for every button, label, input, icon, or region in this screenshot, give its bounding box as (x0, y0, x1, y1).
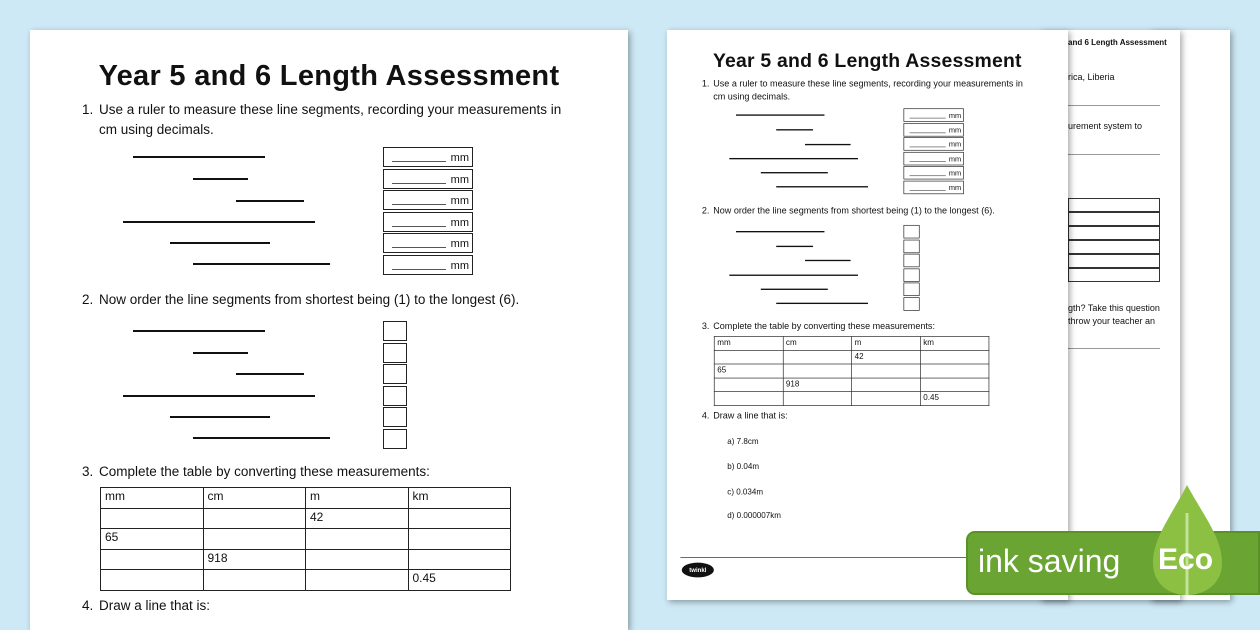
header-cell: mm (714, 337, 783, 351)
conversion-table (100, 487, 511, 591)
question-2 (82, 290, 582, 310)
draw-item: c) 0.034m (727, 486, 764, 497)
table-cell[interactable] (101, 549, 204, 570)
unit-label: mm (450, 259, 469, 272)
mm-answer-box[interactable] (904, 123, 964, 136)
table-cell[interactable]: 918 (203, 549, 306, 570)
worksheet (667, 30, 1068, 600)
question-number: 1. (82, 102, 94, 117)
question-text: Use a ruler to measure these line segments, recording your measurements in cm using decimals. (713, 78, 1023, 102)
question-4 (702, 409, 1037, 422)
draw-item: d) 0.000007km (727, 510, 781, 520)
line-segment (133, 330, 265, 332)
unit-label: mm (450, 216, 469, 229)
table-cell[interactable]: 65 (714, 364, 783, 378)
table-cell[interactable] (408, 508, 511, 529)
order-box[interactable] (383, 364, 407, 384)
order-box[interactable] (383, 321, 407, 341)
conversion-table (714, 336, 989, 405)
table-cell[interactable] (852, 378, 921, 392)
table-row (714, 364, 989, 378)
question-3 (702, 319, 1037, 332)
worksheet (30, 30, 628, 630)
line-segment (805, 260, 851, 261)
unit-label: mm (450, 173, 469, 186)
table-row (101, 570, 511, 591)
table-cell[interactable] (408, 549, 511, 570)
question-number: 1. (701, 78, 710, 89)
question-text: Now order the line segments from shortest being (1) to the longest (6). (99, 292, 520, 307)
line-segment (805, 144, 851, 145)
answer-box (1068, 212, 1160, 226)
table-cell[interactable]: 42 (852, 350, 921, 364)
line-segment (123, 221, 315, 223)
table-cell[interactable] (408, 529, 511, 550)
order-box[interactable] (904, 297, 920, 310)
line-segment (170, 242, 270, 244)
order-box[interactable] (904, 268, 920, 281)
answer-box (1068, 254, 1160, 268)
header-cell: km (920, 337, 989, 351)
unit-label: mm (948, 140, 962, 149)
table-cell[interactable] (920, 364, 989, 378)
order-box[interactable] (383, 407, 407, 427)
question-text: Use a ruler to measure these line segments, recording your measurements in cm using decimals. (99, 102, 562, 137)
table-cell[interactable] (203, 508, 306, 529)
answer-line (1068, 348, 1160, 349)
question-text: Now order the line segments from shortest being (1) to the longest (6). (713, 205, 995, 216)
table-cell[interactable] (714, 378, 783, 392)
header-cell: m (306, 488, 409, 509)
question-2 (702, 204, 1037, 217)
line-segment (133, 156, 265, 158)
mm-answer-box[interactable] (383, 190, 473, 210)
line-segment (193, 263, 330, 265)
line-segment (729, 158, 858, 159)
answer-box (1068, 198, 1160, 212)
table-cell[interactable]: 918 (783, 378, 852, 392)
answer-box (1068, 226, 1160, 240)
header-cell: mm (101, 488, 204, 509)
draw-item: b) 0.04m (727, 461, 760, 471)
line-segment (193, 437, 330, 439)
mm-answer-box[interactable] (383, 147, 473, 167)
unit-label: mm (450, 238, 469, 250)
table-cell[interactable] (920, 350, 989, 364)
answer-line (1068, 154, 1160, 155)
mm-answer-box[interactable] (904, 152, 964, 165)
mm-answer-box[interactable] (383, 169, 473, 189)
back-page-text: throw your teacher an (1068, 316, 1156, 326)
question-number: 3. (701, 320, 710, 331)
table-cell[interactable] (783, 391, 852, 405)
line-segment (236, 373, 304, 375)
header-cell: cm (783, 337, 852, 351)
line-segment (761, 289, 828, 290)
table-cell[interactable]: 42 (306, 508, 409, 529)
worksheet-title: Year 5 and 6 Length Assessment (712, 50, 1022, 72)
table-cell[interactable] (783, 364, 852, 378)
question-1 (702, 77, 1037, 104)
answer-line (1068, 105, 1160, 106)
unit-label: mm (948, 183, 962, 192)
line-segment (193, 352, 248, 354)
question-1 (82, 100, 582, 140)
order-box[interactable] (904, 239, 920, 252)
header-cell: m (852, 337, 921, 351)
header-cell: cm (203, 488, 306, 509)
unit-label: mm (948, 154, 962, 163)
line-segment (761, 172, 828, 173)
badge-text: ink saving (978, 543, 1121, 579)
line-segment (776, 186, 868, 187)
unit-label: mm (948, 111, 962, 120)
table-header-row (714, 337, 989, 351)
draw-item: a) 7.8cm (727, 436, 759, 447)
question-number: 3. (82, 464, 94, 479)
order-box[interactable] (904, 254, 920, 267)
table-row (101, 549, 511, 570)
back-page-text: gth? Take this question (1068, 303, 1160, 313)
line-segment (170, 416, 270, 418)
twinkl-logo: twinkl (682, 563, 714, 578)
order-box[interactable] (904, 283, 920, 296)
question-4 (82, 596, 582, 616)
mm-answer-box[interactable] (383, 233, 473, 253)
order-box[interactable] (383, 429, 407, 449)
question-number: 4. (701, 410, 710, 421)
table-cell[interactable] (714, 391, 783, 405)
line-segment (236, 200, 304, 202)
table-row (101, 529, 511, 550)
mm-answer-box[interactable] (383, 255, 473, 275)
question-number: 2. (701, 205, 710, 216)
mm-answer-box[interactable] (904, 180, 964, 193)
mm-answer-box[interactable] (383, 212, 473, 232)
table-row (714, 391, 989, 405)
question-text: Complete the table by converting these measurements: (99, 464, 430, 479)
question-number: 4. (82, 598, 94, 613)
table-cell[interactable] (783, 350, 852, 364)
table-cell[interactable] (306, 570, 409, 591)
question-text: Draw a line that is: (713, 410, 788, 421)
worksheet-title: Year 5 and 6 Length Assessment (98, 60, 560, 92)
table-cell[interactable] (203, 570, 306, 591)
header-cell: km (408, 488, 511, 509)
table-cell[interactable]: 0.45 (920, 391, 989, 405)
line-segment (776, 303, 868, 304)
worksheet-page-large (30, 30, 628, 630)
table-cell[interactable] (852, 364, 921, 378)
line-segment (729, 275, 858, 276)
table-cell[interactable] (852, 391, 921, 405)
question-3 (82, 462, 582, 482)
back-page-title: and 6 Length Assessment (1068, 38, 1167, 47)
mm-answer-box[interactable] (904, 166, 964, 179)
table-row (714, 378, 989, 392)
line-segment (736, 231, 824, 232)
answer-box (1068, 268, 1160, 282)
question-number: 2. (82, 292, 94, 307)
table-cell[interactable] (920, 378, 989, 392)
unit-label: mm (948, 169, 962, 178)
order-box[interactable] (383, 343, 407, 363)
order-box[interactable] (383, 386, 407, 406)
question-text: Complete the table by converting these measurements: (713, 320, 935, 331)
table-row (714, 350, 989, 364)
table-cell[interactable] (714, 350, 783, 364)
table-cell[interactable]: 0.45 (408, 570, 511, 591)
unit-label: mm (948, 126, 962, 135)
table-cell[interactable] (203, 529, 306, 550)
line-segment (776, 246, 813, 247)
unit-label: mm (450, 195, 469, 207)
worksheet-page-small (667, 30, 1068, 600)
line-segment (736, 114, 824, 115)
line-segment (123, 395, 315, 397)
table-header-row (101, 488, 511, 509)
line-segment (776, 129, 813, 130)
line-segment (193, 178, 248, 180)
answer-box (1068, 240, 1160, 254)
table-cell[interactable] (306, 529, 409, 550)
eco-label: Eco (1158, 543, 1214, 576)
table-cell[interactable] (306, 549, 409, 570)
order-box[interactable] (904, 225, 920, 238)
table-cell[interactable]: 65 (101, 529, 204, 550)
unit-label: mm (450, 152, 469, 164)
mm-answer-box[interactable] (904, 108, 964, 121)
table-row (101, 508, 511, 529)
back-page-text: rica, Liberia (1068, 72, 1115, 82)
back-page-text: urement system to (1068, 121, 1143, 131)
mm-answer-box[interactable] (904, 137, 964, 150)
question-text: Draw a line that is: (99, 598, 211, 613)
table-cell[interactable] (101, 570, 204, 591)
table-cell[interactable] (101, 508, 204, 529)
